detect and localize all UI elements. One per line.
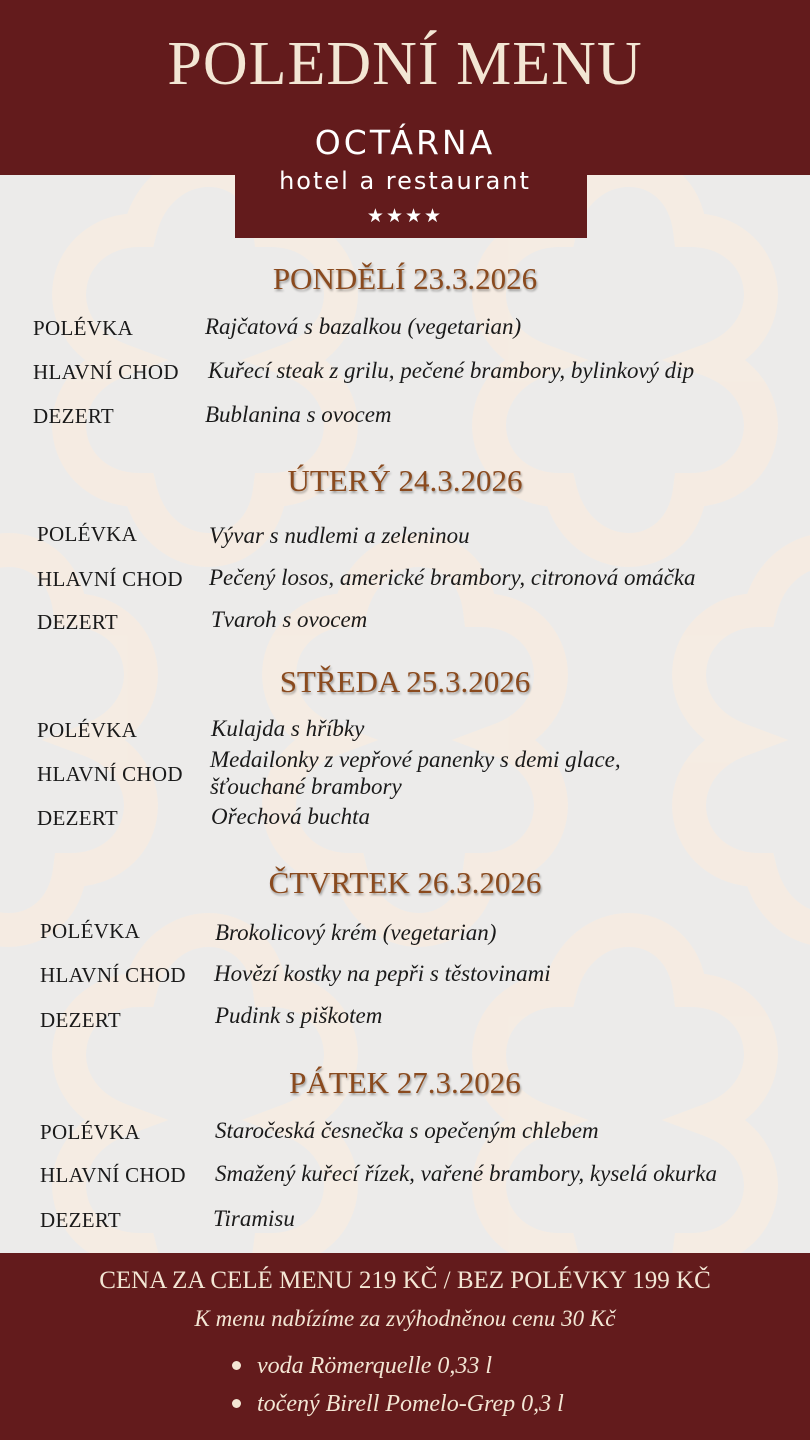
brand-subtitle: hotel a restaurant xyxy=(279,167,531,195)
drink-offer-item-text: točený Birell Pomelo-Grep 0,3 l xyxy=(257,1391,564,1417)
drink-offer-item xyxy=(232,1388,564,1420)
soup-dish: Kulajda s hříbky xyxy=(211,716,365,741)
main-label: HLAVNÍ CHOD xyxy=(37,762,183,786)
dessert-label: DEZERT xyxy=(40,1008,122,1032)
drink-offer: K menu nabízíme za zvýhodněnou cenu 30 Kč xyxy=(194,1306,616,1331)
main-dish: Pečený losos, americké brambory, citronová omáčka xyxy=(209,565,696,590)
dessert-label: DEZERT xyxy=(37,806,119,830)
main-label: HLAVNÍ CHOD xyxy=(40,963,186,987)
bullet-icon xyxy=(232,1361,241,1370)
dessert-dish: Bublanina s ovocem xyxy=(205,402,392,427)
soup-label: POLÉVKA xyxy=(40,919,141,943)
main-dish-line-1: Medailonky z vepřové panenky s demi glace, xyxy=(210,747,621,772)
soup-label: POLÉVKA xyxy=(37,522,138,546)
dessert-label: DEZERT xyxy=(37,610,119,634)
drink-offer-item-text: voda Römerquelle 0,33 l xyxy=(257,1353,493,1379)
menu-price: CENA ZA CELÉ MENU 219 KČ / BEZ POLÉVKY 199 KČ xyxy=(99,1267,711,1294)
main-label: HLAVNÍ CHOD xyxy=(40,1163,186,1187)
soup-label: POLÉVKA xyxy=(33,316,134,340)
dessert-label: DEZERT xyxy=(40,1208,122,1232)
day-title-wednesday: STŘEDA 25.3.2026 xyxy=(279,664,531,699)
soup-dish: Vývar s nudlemi a zeleninou xyxy=(209,523,470,548)
soup-label: POLÉVKA xyxy=(37,718,138,742)
day-title-tuesday: ÚTERÝ 24.3.2026 xyxy=(287,463,523,498)
main-dish: Hovězí kostky na pepři s těstovinami xyxy=(214,961,551,986)
main-dish: Smažený kuřecí řízek, vařené brambory, kyselá okurka xyxy=(215,1161,718,1186)
hotel-stars: ★★★★ xyxy=(366,205,444,227)
main-dish-line-2: šťouchané brambory xyxy=(210,774,402,799)
brand-name: OCTÁRNA xyxy=(314,123,496,162)
dessert-dish: Tvaroh s ovocem xyxy=(211,607,368,632)
soup-dish: Rajčatová s bazalkou (vegetarian) xyxy=(205,314,522,339)
main-dish: Kuřecí steak z grilu, pečené brambory, bylinkový dip xyxy=(208,358,695,383)
dessert-dish: Pudink s piškotem xyxy=(215,1003,383,1028)
soup-dish: Brokolicový krém (vegetarian) xyxy=(215,920,497,945)
soup-dish: Staročeská česnečka s opečeným chlebem xyxy=(215,1118,599,1143)
day-title-friday: PÁTEK 27.3.2026 xyxy=(289,1065,521,1100)
menu-title: POLEDNÍ MENU xyxy=(167,30,643,98)
dessert-dish: Tiramisu xyxy=(213,1206,295,1231)
day-title-thursday: ČTVRTEK 26.3.2026 xyxy=(268,865,542,900)
soup-label: POLÉVKA xyxy=(40,1120,141,1144)
dessert-label: DEZERT xyxy=(33,404,115,428)
main-label: HLAVNÍ CHOD xyxy=(37,567,183,591)
dessert-dish: Ořechová buchta xyxy=(211,804,371,829)
drink-offer-item xyxy=(232,1350,492,1382)
bullet-icon xyxy=(232,1399,241,1408)
day-title-monday: PONDĚLÍ 23.3.2026 xyxy=(272,261,538,296)
main-label: HLAVNÍ CHOD xyxy=(33,360,179,384)
